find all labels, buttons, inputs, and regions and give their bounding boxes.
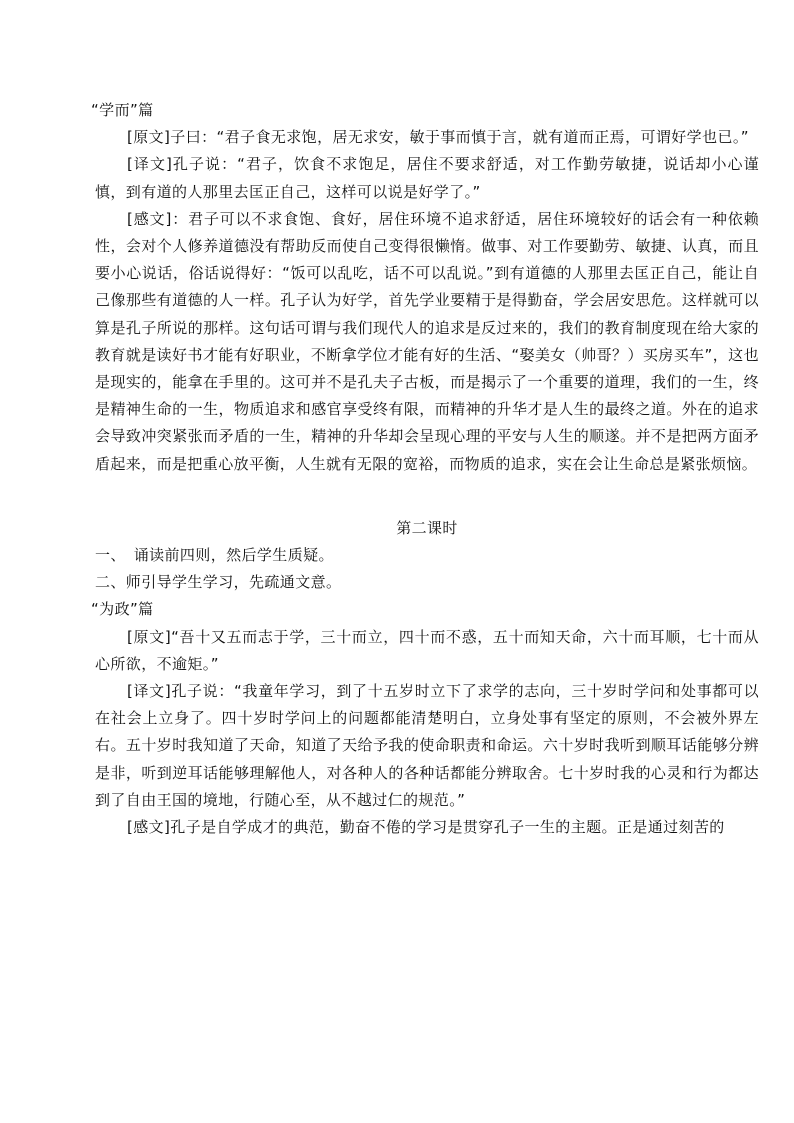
section-title-xue-er: “学而”篇	[91, 101, 154, 119]
section-spacer	[95, 478, 759, 505]
wei-zheng-original-text: [原文]“吾十又五而志于学，三十而立，四十而不惑，五十而知天命，六十而耳顺，七十而从心所欲，不逾矩。”	[95, 627, 759, 673]
xue-er-translation-text: [译文]孔子说：“君子，饮食不求饱足，居住不要求舒适，对工作勤劳敏捷，说话却小心谨慎，到有道的人那里去匡正自己，这样可以说是好学了。”	[95, 155, 759, 201]
wei-zheng-translation-text: [译文]孔子说：“我童年学习，到了十五岁时立下了求学的志向，三十岁时学问和处事都可以在社会上立身了。四十岁时学问上的问题都能清楚明白，立身处事有坚定的原则，不会被外界左右。五十岁时我知道了天命，知道了天给予我的使命职责和命运。六十岁时我听到顺耳话能够分辨是非，听到逆耳话能够理解他人，对各种人的各种话都能分辨取舍。七十岁时我的心灵和行为都达到了自由王国的境地，行随心至，从不越过仁的规范。”	[95, 682, 759, 809]
section-title-wei-zheng: “为政”篇	[91, 600, 154, 619]
lesson-step-1: 一、 诵读前四则，然后学生质疑。	[95, 546, 334, 565]
xue-er-reflection-text: [感文]：君子可以不求食饱、食好，居住环境不追求舒适，居住环境较好的话会有一种依赖性，会对个人修养道德没有帮助反而使自己变得很懒惰。做事、对工作要勤劳、敏捷、认真，而且要小心说话，俗话说得好：“饭可以乱吃，话不可以乱说。”到有道德的人那里去匡正自己，能让自己像那些有道德的人一样。孔子认为好学，首先学业要精于是得勤奋，学会居安思危。这样就可以算是孔子所说的那样。这句话可谓与我们现代人的追求是反过来的，我们的教育制度现在给大家的教育就是读好书才能有好职业，不断拿学位才能有好的生活、“娶美女（帅哥？）买房买车”，这也是现实的，能拿在手里的。这可并不是孔夫子古板，而是揭示了一个重要的道理，我们的一生，终是精神生命的一生，物质追求和感官享受终有限，而精神的升华才是人生的最终之道。外在的追求会导致冲突紧张而矛盾的一生，精神的升华却会呈现心理的平安与人生的顺遂。并不是把两方面矛盾起来，而是把重心放平衡，人生就有无限的宽裕，而物质的追求，实在会让生命总是紧张烦恼。	[95, 209, 759, 473]
wei-zheng-reflection-text: [感文]孔子是自学成才的典范，勤奋不倦的学习是贯穿孔子一生的主题。正是通过刻苦的	[127, 818, 725, 837]
xue-er-original-text: [原文]子曰：“君子食无求饱，居无求安，敏于事而慎于言，就有道而正焉，可谓好学也已。”	[127, 128, 749, 147]
lesson-two-heading: 第二课时	[396, 518, 458, 537]
lesson-step-2: 二、师引导学生学习，先疏通文意。	[95, 573, 342, 592]
document-body	[91, 97, 759, 841]
